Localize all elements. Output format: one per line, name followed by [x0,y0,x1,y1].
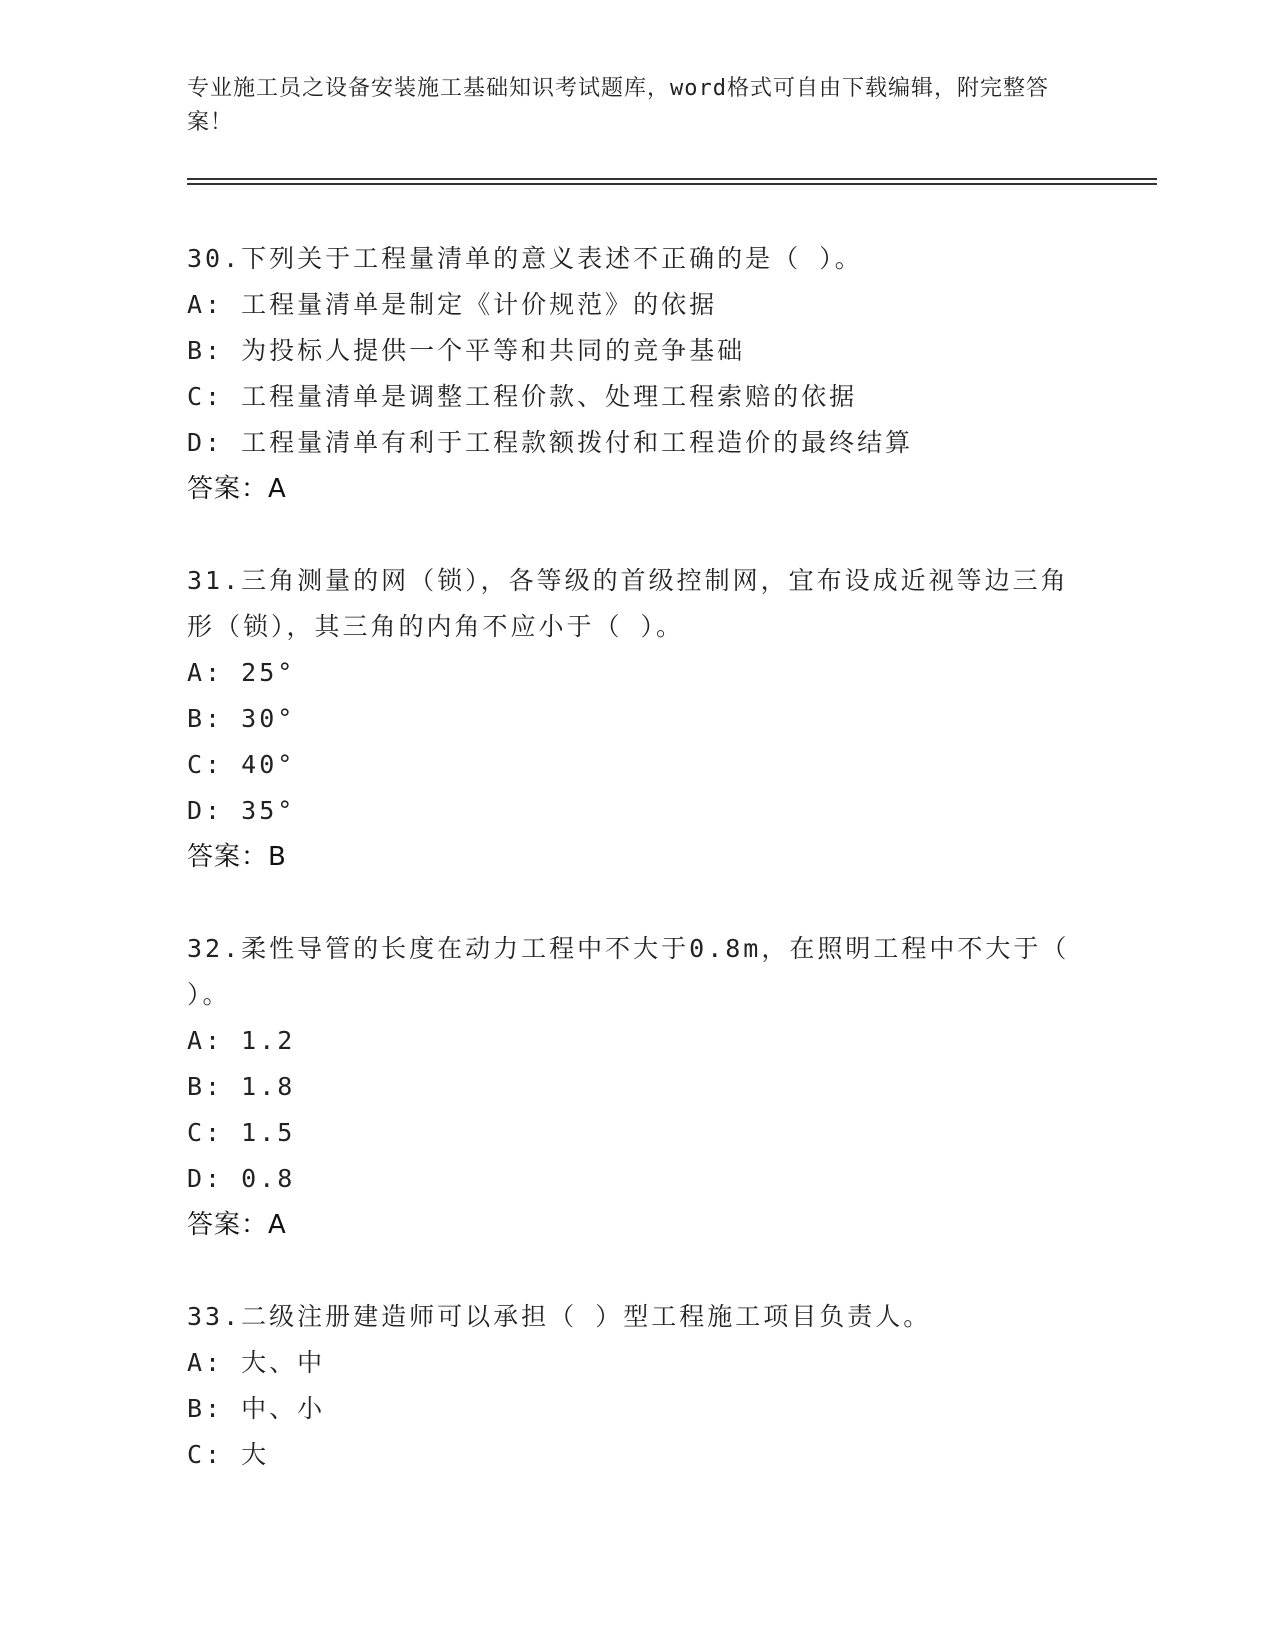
option-d: D: 工程量清单有利于工程款额拨付和工程造价的最终结算 [187,428,914,457]
question-stem: 30.下列关于工程量清单的意义表述不正确的是（ ）。 [187,244,863,273]
option-a: A: 25° [187,658,296,687]
option-a: A: 工程量清单是制定《计价规范》的依据 [187,290,718,319]
option-b: B: 中、小 [187,1394,326,1423]
question-stem: 31.三角测量的网（锁），各等级的首级控制网，宜布设成近视等边三角形（锁），其三角的内角不应小于（ ）。 [187,566,1069,641]
question-stem: 32.柔性导管的长度在动力工程中不大于0.8m，在照明工程中不大于（ ）。 [187,934,1070,1009]
document-header: 专业施工员之设备安装施工基础知识考试题库，word格式可自由下载编辑，附完整答案！ [187,76,1049,135]
answer: 答案：B [187,842,287,872]
header-divider-bottom [187,183,1157,185]
option-b: B: 为投标人提供一个平等和共同的竞争基础 [187,336,746,365]
header-divider-top [187,178,1157,180]
question-list [187,236,1087,1524]
question-31 [187,558,1087,880]
question-stem: 33.二级注册建造师可以承担（ ）型工程施工项目负责人。 [187,1302,932,1331]
option-a: A: 1.2 [187,1026,296,1055]
question-30 [187,236,1087,512]
option-c: C: 40° [187,750,296,779]
option-b: B: 1.8 [187,1072,296,1101]
option-a: A: 大、中 [187,1348,326,1377]
option-d: D: 35° [187,796,296,825]
answer: 答案：A [187,474,287,504]
question-33 [187,1294,1087,1478]
question-32 [187,926,1087,1248]
option-c: C: 工程量清单是调整工程价款、处理工程索赔的依据 [187,382,858,411]
option-c: C: 大 [187,1440,270,1469]
option-b: B: 30° [187,704,296,733]
option-d: D: 0.8 [187,1164,296,1193]
answer: 答案：A [187,1210,287,1240]
option-c: C: 1.5 [187,1118,296,1147]
